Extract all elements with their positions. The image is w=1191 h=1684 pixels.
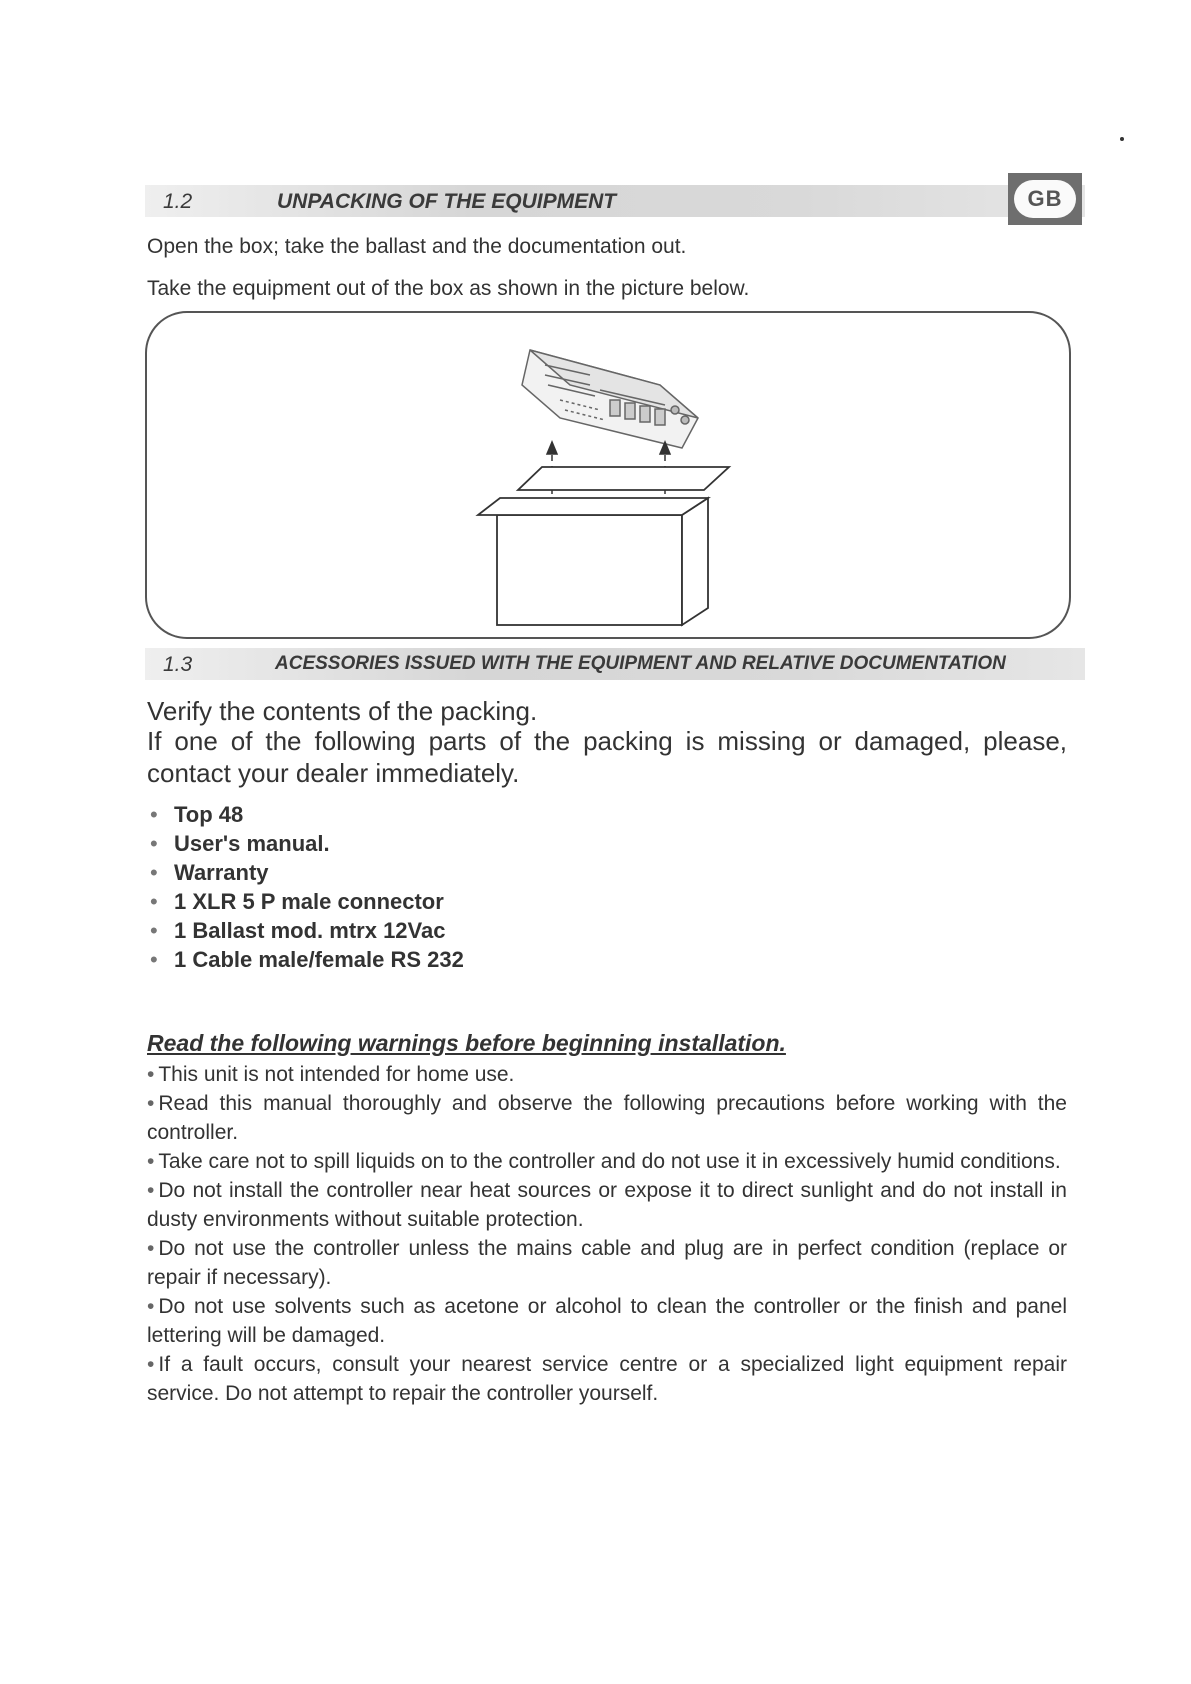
warning-item: • Read this manual thoroughly and observe the following precautions before working with the controller. <box>147 1092 1067 1144</box>
language-badge-label: GB <box>1014 180 1076 218</box>
list-item: • Top 48 <box>150 802 244 827</box>
section-1-3-title: ACESSORIES ISSUED WITH THE EQUIPMENT AND RELATIVE DOCUMENTATION <box>275 653 1006 674</box>
section-1-3-header <box>145 648 1085 680</box>
unpacking-illustration <box>460 330 760 630</box>
language-badge <box>1008 173 1082 225</box>
section-1-2-title: UNPACKING OF THE EQUIPMENT <box>277 190 617 213</box>
unpack-instruction-1: Open the box; take the ballast and the documentation out. <box>147 235 687 258</box>
section-1-2-number: 1.2 <box>163 190 193 213</box>
page-mark <box>1120 137 1124 141</box>
warning-item: • Take care not to spill liquids on to the controller and do not use it in excessively humid conditions. <box>147 1150 1061 1173</box>
accessories-list <box>150 800 750 974</box>
verify-text: Verify the contents of the packing. <box>147 696 538 726</box>
contact-dealer-text: If one of the following parts of the packing is missing or damaged, please, contact your dealer immediately. <box>147 726 1067 788</box>
warning-item: • Do not use solvents such as acetone or alcohol to clean the controller or the finish and panel lettering will be damaged. <box>147 1295 1067 1347</box>
list-item: • 1 XLR 5 P male connector <box>150 889 444 914</box>
list-item: • Warranty <box>150 860 269 885</box>
warnings-heading: Read the following warnings before beginning installation. <box>147 1030 786 1056</box>
list-item: • User's manual. <box>150 831 330 856</box>
warnings-list <box>147 1060 1067 1408</box>
unpack-instruction-2: Take the equipment out of the box as shown in the picture below. <box>147 277 750 300</box>
warning-item: • This unit is not intended for home use. <box>147 1063 515 1086</box>
section-1-2-header <box>145 185 1085 217</box>
warning-item: • If a fault occurs, consult your nearest service centre or a specialized light equipment repair service. Do not attempt to repair the controller yourself. <box>147 1353 1067 1405</box>
list-item: • 1 Cable male/female RS 232 <box>150 947 464 972</box>
list-item: • 1 Ballast mod. mtrx 12Vac <box>150 918 446 943</box>
warning-item: • Do not use the controller unless the mains cable and plug are in perfect condition (replace or repair if necessary). <box>147 1237 1067 1289</box>
section-1-3-number: 1.3 <box>163 653 193 676</box>
warning-item: • Do not install the controller near heat sources or expose it to direct sunlight and do not install in dusty environments without suitable protection. <box>147 1179 1067 1231</box>
controller-illustration <box>522 350 698 448</box>
box-illustration <box>478 467 729 625</box>
